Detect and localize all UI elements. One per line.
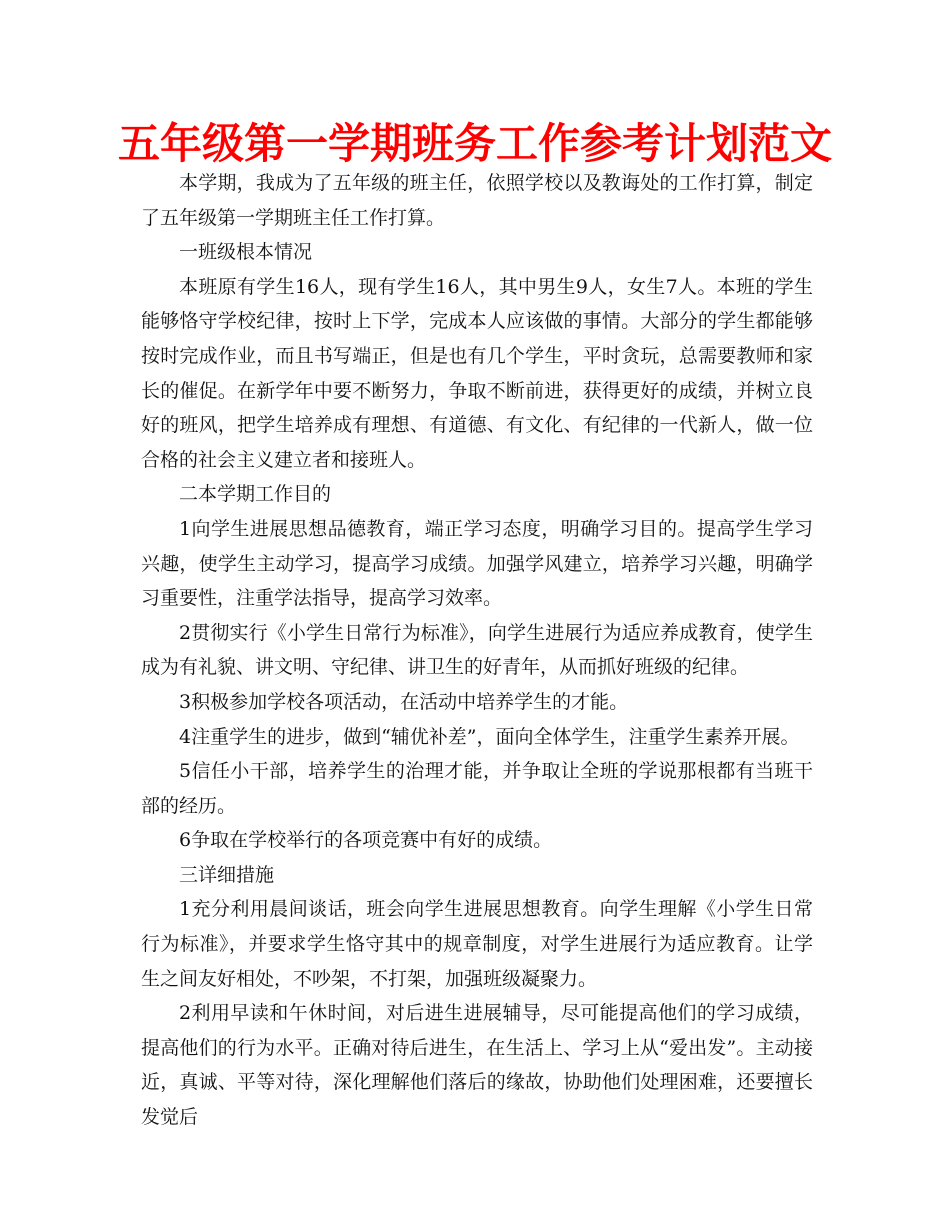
goal-item-2: 2贯彻实行《小学生日常行为标准》，向学生进展行为适应养成教育，使学生成为有礼貌、讲文明、守纪律、讲卫生的好青年，从而抓好班级的纪律。: [141, 621, 813, 679]
section-heading-goals: 二本学期工作目的: [179, 483, 332, 506]
goal-item-5: 5信任小干部，培养学生的治理才能，并争取让全班的学说那根都有当班干部的经历。: [141, 760, 813, 817]
intro-paragraph: 本学期，我成为了五年级的班主任，依照学校以及教诲处的工作打算，制定了五年级第一学期班主任工作打算。: [141, 172, 813, 229]
document-body: [141, 166, 813, 1135]
goal-item-1: 1向学生进展思想品德教育，端正学习态度，明确学习目的。提高学生学习兴趣，使学生主动学习，提高学习成绩。加强学风建立，培养学习兴趣，明确学习重要性，注重学法指导，提高学习效率。: [141, 517, 813, 610]
goal-item-6: 6争取在学校举行的各项竞赛中有好的成绩。: [179, 829, 553, 852]
document-title: 五年级第一学期班务工作参考计划范文: [117, 119, 832, 168]
section-heading-class-situation: 一班级根本情况: [179, 241, 313, 264]
measure-item-1: 1充分利用晨间谈话，班会向学生进展思想教育。向学生理解《小学生日常行为标准》，并要求学生恪守其中的规章制度，对学生进展行为适应教育。让学生之间友好相处，不吵架，不打架，加强班级凝聚力。: [141, 898, 813, 990]
goal-item-4: 4注重学生的进步，做到“辅优补差”，面向全体学生，注重学生素养开展。: [179, 725, 800, 748]
class-situation-paragraph: 本班原有学生16人，现有学生16人，其中男生9人，女生7人。本班的学生能够恪守学校纪律，按时上下学，完成本人应该做的事情。大部分的学生都能够按时完成作业，而且书写端正，但是也有几个学生，平时贪玩，总需要教师和家长的催促。在新学年中要不断努力，争取不断前进，获得更好的成绩，并树立良好的班风，把学生培养成有理想、有道德、有文化、有纪律的一代新人，做一位合格的社会主义建立者和接班人。: [141, 275, 813, 471]
goal-item-3: 3积极参加学校各项活动，在活动中培养学生的才能。: [179, 690, 629, 713]
section-heading-measures: 三详细措施: [179, 863, 275, 886]
measure-item-2: 2利用早读和午休时间，对后进生进展辅导，尽可能提高他们的学习成绩，提高他们的行为水平。正确对待后进生，在生活上、学习上从“爱出发”。主动接近，真诚、平等对待，深化理解他们落后的缘故，协助他们处理困难，还要擅长发觉后: [141, 1002, 813, 1129]
